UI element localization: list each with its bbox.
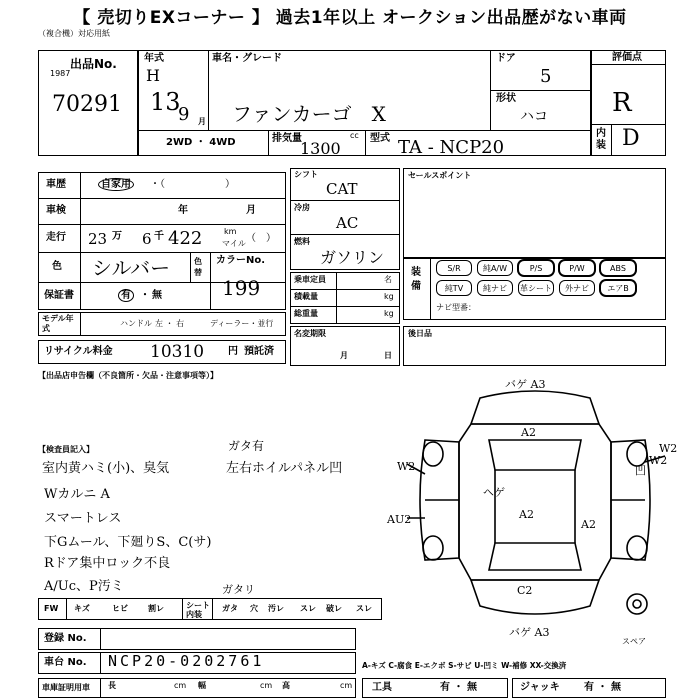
lot-year-code: 1987 bbox=[50, 69, 71, 78]
equip-navi: 純ナビ bbox=[477, 280, 513, 296]
defect-wear: スレ bbox=[300, 604, 316, 613]
aftermarket-box bbox=[403, 326, 666, 366]
inspector-line-6: A/Uc、P汚ミ bbox=[44, 579, 124, 594]
recycle-label: リサイクル料金 bbox=[44, 346, 113, 357]
recycle-note: 預託済 bbox=[244, 346, 274, 357]
capacity-label: 乗車定員 bbox=[294, 275, 326, 284]
displacement-unit: cc bbox=[350, 131, 359, 140]
defect-dirt: 汚レ bbox=[268, 604, 284, 613]
diag-trunk: C2 bbox=[517, 584, 533, 597]
interior-label: 内装 bbox=[596, 128, 606, 151]
history-value: 自家用 bbox=[98, 178, 134, 191]
era-value: H bbox=[146, 66, 160, 85]
sales-point-label: セールスポイント bbox=[408, 171, 472, 180]
equip-pw: P/W bbox=[559, 260, 595, 276]
mileage-man-unit: 万 bbox=[112, 231, 122, 242]
tools-value: 有 ・ 無 bbox=[440, 682, 477, 693]
doors-label: ドア bbox=[496, 53, 516, 64]
mileage-paren: （ ） bbox=[246, 233, 276, 244]
fuel-label: 燃料 bbox=[294, 237, 310, 246]
chassis-label: 車台 No. bbox=[44, 657, 87, 668]
recycle-unit: 円 bbox=[228, 346, 238, 357]
color-value: シルバー bbox=[92, 256, 171, 280]
doors-value: 5 bbox=[540, 66, 552, 87]
diag-roof: A2 bbox=[519, 508, 534, 521]
mileage-rest: 422 bbox=[168, 228, 203, 249]
equip-tv: 純TV bbox=[436, 280, 472, 296]
gross-label: 総重量 bbox=[294, 309, 318, 318]
condition-note: ガタリ bbox=[222, 583, 255, 596]
deadline-label: 名変期限 bbox=[294, 329, 326, 338]
remarks-label: 【出品店申告欄（不良箇所・欠品・注意事項等）】 bbox=[38, 371, 218, 380]
lot-label: 出品No. bbox=[70, 57, 117, 71]
inspector-line-5: Rドア集中ロック不良 bbox=[44, 556, 171, 571]
gross-unit: kg bbox=[384, 309, 394, 318]
score-value: R bbox=[612, 88, 632, 118]
diag-left-rear: AU2 bbox=[387, 513, 412, 526]
defect-rattle: ガタ bbox=[222, 604, 238, 613]
garage-height: 高 bbox=[282, 681, 290, 690]
era-label: 年式 bbox=[144, 53, 164, 64]
lot-number: 70291 bbox=[52, 92, 122, 117]
diag-right-door: A2 bbox=[581, 518, 596, 531]
car-damage-diagram bbox=[385, 378, 685, 639]
diag-right-dent: 凹 bbox=[635, 464, 646, 477]
fuel-value: ガソリン bbox=[320, 248, 385, 267]
warranty-no: 無 bbox=[152, 290, 162, 301]
capacity-unit: 名 bbox=[384, 275, 392, 284]
warranty-yes: 有 bbox=[118, 289, 134, 302]
mileage-sen: 6 bbox=[142, 230, 152, 248]
garage-length-unit: cm bbox=[174, 681, 187, 690]
inspector-line-3: スマートレス bbox=[44, 511, 122, 526]
color-code-label: カラーNo. bbox=[216, 255, 266, 266]
inspector-label: 【検査員記入】 bbox=[38, 445, 94, 454]
shift-value: CAT bbox=[326, 180, 358, 198]
diag-left-door: ヘゲ bbox=[483, 486, 505, 499]
deadline-day: 日 bbox=[384, 351, 392, 360]
chassis-number: NCP20-0202761 bbox=[108, 652, 265, 670]
equip-ext-navi: 外ナビ bbox=[559, 280, 595, 296]
model-label: 型式 bbox=[370, 133, 390, 144]
equip-abs: ABS bbox=[600, 260, 636, 276]
inspector-line-2: Wカルニ A bbox=[44, 487, 110, 502]
legend: A-キズ C-腐食 E-エクボ S-サビ U-凹ミ W-補修 XX-交換済 bbox=[362, 661, 567, 670]
load-label: 積載量 bbox=[294, 292, 318, 301]
color-label: 色 bbox=[52, 261, 62, 272]
sales-point-box bbox=[403, 168, 666, 258]
defect-wear-2: スレ bbox=[356, 604, 372, 613]
diag-right-mirror: W2 bbox=[659, 442, 678, 455]
registration-label: 登録 No. bbox=[44, 633, 87, 644]
score-label: 評価点 bbox=[612, 52, 642, 63]
displacement-label: 排気量 bbox=[272, 133, 302, 144]
mileage-label: 走行 bbox=[46, 232, 66, 243]
mileage-km: km bbox=[224, 227, 237, 236]
mileage-man: 23 bbox=[88, 230, 108, 248]
aftermarket-label: 後日品 bbox=[408, 329, 432, 338]
dealer-label: ディーラー・並行 bbox=[210, 319, 274, 328]
name-value: ファンカーゴ X bbox=[232, 102, 386, 126]
aircon-value: AC bbox=[336, 214, 359, 232]
tools-label: 工具 bbox=[372, 682, 392, 693]
diag-rear-bumper: バゲ A3 bbox=[509, 626, 550, 639]
year-value: 13 bbox=[150, 88, 181, 116]
name-label: 車名・グレード bbox=[212, 53, 282, 64]
seat-label: シート内装 bbox=[186, 601, 210, 619]
equipment-label: 装備 bbox=[411, 267, 421, 292]
equip-aw: 純A/W bbox=[477, 260, 513, 276]
aircon-label: 冷房 bbox=[294, 203, 310, 212]
inspection-month: 月 bbox=[246, 205, 256, 216]
navi-model-label: ナビ型番： bbox=[436, 303, 476, 312]
inspection-year: 年 bbox=[178, 205, 188, 216]
equip-ps: P/S bbox=[518, 260, 554, 276]
diag-hood: A2 bbox=[521, 426, 536, 439]
color-change: 色替 bbox=[194, 257, 202, 277]
garage-length: 長 bbox=[108, 681, 116, 690]
history-paren: ・（ ） bbox=[150, 179, 235, 190]
mileage-mile: マイル bbox=[222, 239, 246, 248]
body-value: ハコ bbox=[520, 109, 548, 125]
equip-sr: S/R bbox=[436, 260, 472, 276]
month-value: 9 bbox=[178, 104, 190, 125]
garage-width: 幅 bbox=[198, 681, 206, 690]
condition-scratch: キズ bbox=[74, 604, 90, 613]
month-label: 月 bbox=[198, 117, 206, 126]
warranty-label: 保証書 bbox=[44, 290, 74, 301]
handle-label: ハンドル bbox=[120, 319, 152, 328]
deadline-month: 月 bbox=[340, 351, 348, 360]
diag-front-bumper: バゲ A3 bbox=[505, 378, 546, 391]
condition-break: 割レ bbox=[148, 604, 164, 613]
history-label: 車歴 bbox=[46, 179, 66, 190]
equip-airbag: エアB bbox=[600, 280, 636, 296]
jack-label: ジャッキ bbox=[520, 682, 560, 693]
equip-leather: 革シート bbox=[518, 280, 554, 296]
diag-left-front: W2 bbox=[397, 460, 416, 473]
shift-label: シフト bbox=[294, 170, 318, 179]
displacement-value: 1300 bbox=[300, 139, 341, 158]
garage-height-unit: cm bbox=[340, 681, 353, 690]
model-value: TA - NCP20 bbox=[398, 137, 505, 158]
spare-label: スペア bbox=[622, 637, 646, 646]
load-unit: kg bbox=[384, 292, 394, 301]
inspector-side-note: 左右ホイルパネル凹 bbox=[226, 461, 343, 476]
garage-width-unit: cm bbox=[260, 681, 273, 690]
inspection-label: 車検 bbox=[46, 205, 66, 216]
body-label: 形状 bbox=[496, 93, 516, 104]
condition-prefix: FW bbox=[44, 604, 59, 613]
condition-crack: ヒビ bbox=[112, 604, 128, 613]
color-code: 199 bbox=[222, 276, 261, 300]
diag-right-front: W2 bbox=[649, 454, 668, 467]
inspector-line-1: 室内黄ハミ(小)、臭気 bbox=[42, 461, 170, 476]
sheet-title: 【 売切りEXコーナー 】 過去1年以上 オークション出品歴がない車両 bbox=[73, 7, 627, 28]
interior-value: D bbox=[622, 126, 640, 151]
inspector-line-4: 下Gムール、下廻りS、C(サ) bbox=[44, 535, 212, 550]
defect-tear: 破レ bbox=[326, 604, 342, 613]
warranty-sep: ・ bbox=[140, 290, 150, 301]
model-year-label: モデル年式 bbox=[42, 314, 74, 333]
inspector-head-note: ガタ有 bbox=[228, 439, 265, 453]
drive-label: 2WD ・ 4WD bbox=[166, 137, 236, 148]
jack-value: 有 ・ 無 bbox=[584, 682, 621, 693]
handle-value: 左 ・ 右 bbox=[155, 319, 185, 328]
mileage-sen-unit: 千 bbox=[154, 231, 164, 242]
recycle-amount: 10310 bbox=[150, 342, 205, 362]
sheet-subtitle: （複合機）対応用紙 bbox=[38, 29, 110, 38]
defect-hole: 穴 bbox=[250, 604, 258, 613]
garage-cert-label: 車庫証明用車 bbox=[42, 683, 90, 692]
